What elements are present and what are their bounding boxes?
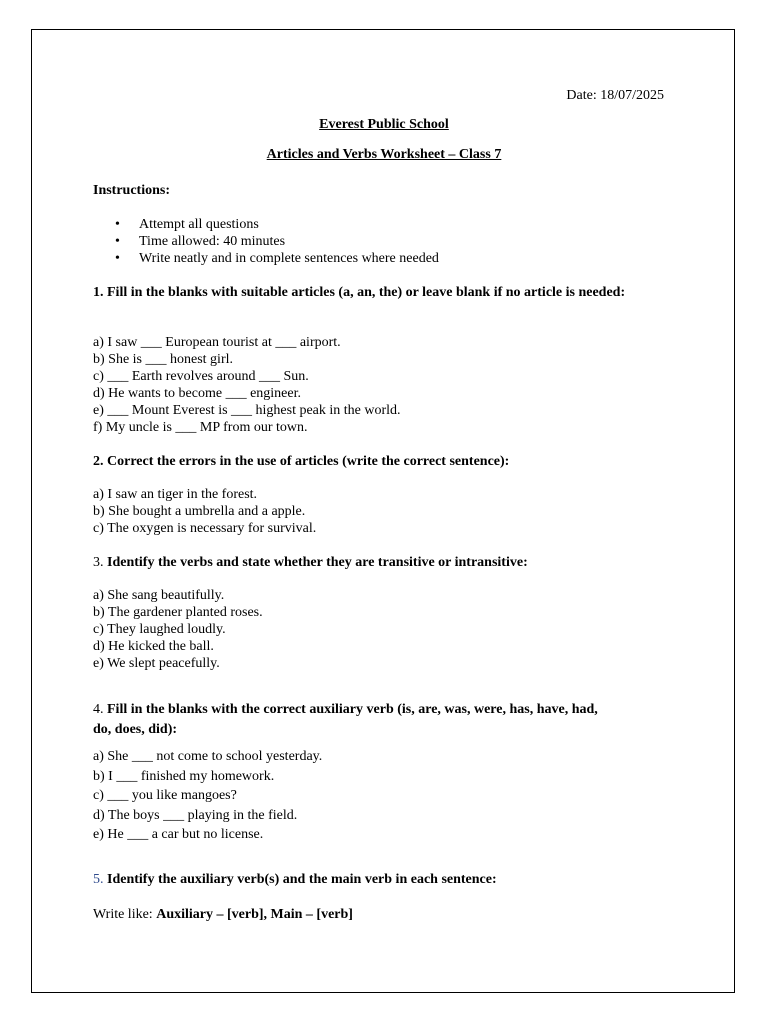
instructions-heading: Instructions: [93,183,171,198]
instructions-list [93,216,439,267]
question-2-items [93,486,316,537]
question-4-heading [93,700,673,720]
question-3-items [93,587,263,672]
list-item: b) The gardener planted roses. [93,605,263,620]
question-4-number: 4. [93,702,104,717]
list-item: a) She sang beautifully. [93,588,225,603]
question-2-heading [93,453,673,470]
list-item: d) He kicked the ball. [93,639,214,654]
list-item: c) ___ Earth revolves around ___ Sun. [93,369,309,384]
question-1-text: Fill in the blanks with suitable articles (a, an, the) or leave blank if no article is needed: [107,285,626,300]
worksheet-title: Articles and Verbs Worksheet – Class 7 [266,147,502,162]
list-item: c) They laughed loudly. [93,622,226,637]
list-item: a) She ___ not come to school yesterday. [93,749,323,764]
list-item: d) He wants to become ___ engineer. [93,386,301,401]
list-item: b) She is ___ honest girl. [93,352,233,367]
list-item: d) The boys ___ playing in the field. [93,807,298,823]
question-3-heading [93,554,673,571]
instruction-item: • Attempt all questions [93,216,439,233]
write-like-format: Auxiliary – [verb], Main – [verb] [156,907,353,922]
question-4-text-line1: Fill in the blanks with the correct auxiliary verb (is, are, was, were, has, have, had, [107,702,598,717]
question-3-number: 3. [93,555,104,570]
question-3-text: Identify the verbs and state whether they are transitive or intransitive: [107,555,528,570]
list-item: f) My uncle is ___ MP from our town. [93,420,308,435]
question-1-number: 1. [93,285,104,300]
list-item: b) She bought a umbrella and a apple. [93,504,306,519]
list-item: b) I ___ finished my homework. [93,768,275,784]
list-item: c) The oxygen is necessary for survival. [93,521,317,536]
write-like-prefix: Write like: [93,907,157,922]
list-item: a) I saw ___ European tourist at ___ airport. [93,335,341,350]
instruction-item: • Write neatly and in complete sentences where needed [93,250,439,267]
list-item: e) ___ Mount Everest is ___ highest peak in the world. [93,403,401,418]
worksheet-date: Date: 18/07/2025 [566,88,664,103]
question-5-heading [93,871,673,888]
instruction-item: • Time allowed: 40 minutes [93,233,439,250]
write-like-line [93,907,353,923]
list-item: e) We slept peacefully. [93,656,220,671]
question-4-items [93,747,322,845]
question-5-number: 5. [93,872,104,887]
list-item: a) I saw an tiger in the forest. [93,487,258,502]
question-4-text-line2: do, does, did): [93,722,178,737]
question-4-heading-cont [93,720,673,740]
question-1-items [93,334,401,436]
school-name: Everest Public School [319,117,449,132]
question-2-number: 2. [93,454,104,469]
question-5-text: Identify the auxiliary verb(s) and the main verb in each sentence: [107,872,497,887]
list-item: e) He ___ a car but no license. [93,827,264,842]
question-1-heading [93,284,673,301]
list-item: c) ___ you like mangoes? [93,788,237,803]
question-2-text: Correct the errors in the use of articles (write the correct sentence): [107,454,510,469]
